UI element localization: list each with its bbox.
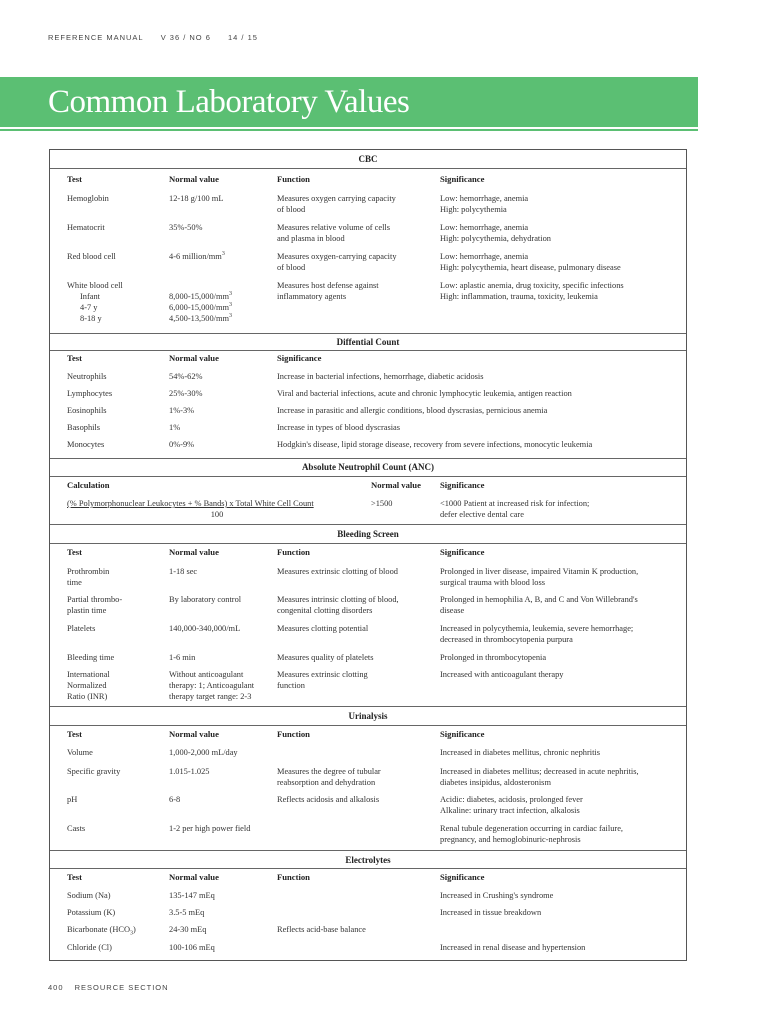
bleed-test: Bleeding time bbox=[67, 653, 115, 662]
lyte-test: Sodium (Na) bbox=[67, 891, 111, 900]
cbc-subtest: 8-18 y bbox=[80, 314, 102, 323]
diff-significance: Hodgkin's disease, lipid storage disease, recovery from severe infections, monocytic leukemia bbox=[277, 440, 593, 449]
cbc-test: Hemoglobin bbox=[67, 194, 109, 203]
cbc-function: Measures oxygen carrying capacity of blood bbox=[277, 194, 396, 214]
bleed-significance: Prolonged in liver disease, impaired Vitamin K production, surgical trauma with blood loss bbox=[440, 567, 639, 587]
bleed-function: Measures extrinsic clotting of blood bbox=[277, 567, 398, 576]
urine-function: Measures the degree of tubular reabsorption and dehydration bbox=[277, 767, 381, 787]
section-title-electrolytes: Electrolytes bbox=[345, 855, 391, 865]
running-head-year: 14 / 15 bbox=[227, 33, 258, 42]
anc-numerator: (% Polymorphonuclear Leukocytes + % Bands) x Total White Cell Count bbox=[67, 499, 314, 508]
cbc-subtest: 4-7 y bbox=[80, 303, 98, 312]
urine-significance: Acidic: diabetes, acidosis, prolonged fever Alkaline: urinary tract infection, alkalosis bbox=[440, 795, 583, 815]
col-header-significance: Significance bbox=[277, 353, 322, 363]
divider bbox=[50, 725, 686, 726]
lyte-significance: Increased in tissue breakdown bbox=[440, 908, 542, 917]
bleed-test: International Normalized Ratio (INR) bbox=[67, 670, 110, 701]
cbc-test: Hematocrit bbox=[67, 223, 105, 232]
col-header-test: Test bbox=[67, 174, 82, 184]
anc-normal: >1500 bbox=[371, 499, 393, 508]
col-header-significance: Significance bbox=[440, 729, 485, 739]
banner-rule bbox=[0, 129, 698, 131]
col-header-normal: Normal value bbox=[169, 174, 219, 184]
divider bbox=[50, 333, 686, 334]
urine-significance: Increased in diabetes mellitus; decreased in acute nephritis, diabetes insipidus, aldosteronism bbox=[440, 767, 639, 787]
title-banner bbox=[0, 77, 698, 127]
urine-function: Reflects acidosis and alkalosis bbox=[277, 795, 380, 804]
col-header-significance: Significance bbox=[440, 480, 485, 490]
cbc-significance: Low: hemorrhage, anemia High: polycythemia bbox=[440, 194, 529, 214]
bleed-function: Measures clotting potential bbox=[277, 624, 369, 633]
divider bbox=[50, 850, 686, 851]
diff-significance: Increase in parasitic and allergic conditions, blood dyscrasias, pernicious anemia bbox=[277, 406, 548, 415]
divider bbox=[50, 476, 686, 477]
running-head-volume: V 36 / NO 6 bbox=[160, 33, 211, 42]
diff-significance: Viral and bacterial infections, acute and chronic lymphocytic leukemia, antigen reaction bbox=[277, 389, 572, 398]
section-title-anc: Absolute Neutrophil Count (ANC) bbox=[301, 462, 435, 472]
anc-denominator: 100 bbox=[210, 510, 224, 519]
section-title-urinalysis: Urinalysis bbox=[348, 711, 388, 721]
col-header-normal: Normal value bbox=[169, 547, 219, 557]
diff-test: Lymphocytes bbox=[67, 389, 113, 398]
cbc-significance: Low: hemorrhage, anemia High: polycythemia, dehydration bbox=[440, 223, 551, 243]
divider bbox=[50, 524, 686, 525]
lab-values-table bbox=[49, 149, 687, 961]
cbc-test: White blood cell bbox=[67, 281, 123, 290]
col-header-normal: Normal value bbox=[371, 480, 421, 490]
urine-test: pH bbox=[67, 795, 78, 804]
diff-test: Basophils bbox=[67, 423, 101, 432]
lyte-significance: Increased in Crushing's syndrome bbox=[440, 891, 554, 900]
col-header-function: Function bbox=[277, 872, 310, 882]
col-header-test: Test bbox=[67, 872, 82, 882]
urine-test: Volume bbox=[67, 748, 93, 757]
cbc-significance: Low: aplastic anemia, drug toxicity, specific infections High: inflammation, trauma, toxicity, leukemia bbox=[440, 281, 624, 301]
divider bbox=[50, 543, 686, 544]
bleed-normal: By laboratory control bbox=[169, 595, 242, 604]
cbc-subtest: Infant bbox=[80, 292, 100, 301]
divider bbox=[50, 706, 686, 707]
section-title-bleeding: Bleeding Screen bbox=[337, 529, 399, 539]
divider bbox=[50, 350, 686, 351]
bleed-function: Measures intrinsic clotting of blood, congenital clotting disorders bbox=[277, 595, 399, 615]
diff-test: Eosinophils bbox=[67, 406, 107, 415]
bleed-normal: 1-6 min bbox=[169, 653, 196, 662]
urine-significance: Renal tubule degeneration occurring in cardiac failure, pregnancy, and hemoglobinuric-nephrosis bbox=[440, 824, 624, 844]
bleed-function: Measures extrinsic clotting function bbox=[277, 670, 368, 690]
lyte-normal: 3.5-5 mEq bbox=[169, 908, 205, 917]
lyte-normal: 135-147 mEq bbox=[169, 891, 215, 900]
col-header-significance: Significance bbox=[440, 174, 485, 184]
urine-test: Casts bbox=[67, 824, 86, 833]
col-header-significance: Significance bbox=[440, 872, 485, 882]
cbc-normal: $6,000-15,000/mm^3$ bbox=[169, 302, 233, 312]
section-title-differential: Diffential Count bbox=[336, 337, 400, 347]
col-header-normal: Normal value bbox=[169, 353, 219, 363]
divider bbox=[50, 458, 686, 459]
anc-significance: <1000 Patient at increased risk for infection; defer elective dental care bbox=[440, 499, 590, 519]
diff-normal: 1% bbox=[169, 423, 181, 432]
bleed-test: Partial thrombo- plastin time bbox=[67, 595, 123, 615]
running-head-manual: REFERENCE MANUAL bbox=[48, 33, 144, 42]
cbc-function: Measures relative volume of cells and plasma in blood bbox=[277, 223, 391, 243]
diff-test: Monocytes bbox=[67, 440, 105, 449]
cbc-normal: $4,500-13,500/mm^3$ bbox=[169, 313, 233, 323]
cbc-test: Red blood cell bbox=[67, 252, 116, 261]
lyte-function: Reflects acid-base balance bbox=[277, 925, 366, 934]
footer-section: RESOURCE SECTION bbox=[74, 983, 169, 992]
lyte-test: Chloride (Cl) bbox=[67, 943, 112, 952]
col-header-function: Function bbox=[277, 547, 310, 557]
cbc-function: Measures host defense against inflammatory agents bbox=[277, 281, 379, 301]
lyte-significance: Increased in renal disease and hypertension bbox=[440, 943, 586, 952]
divider bbox=[50, 168, 686, 169]
urine-normal: 6-8 bbox=[169, 795, 181, 804]
col-header-test: Test bbox=[67, 729, 82, 739]
urine-normal: 1.015-1.025 bbox=[169, 767, 210, 776]
diff-normal: 0%-9% bbox=[169, 440, 195, 449]
col-header-normal: Normal value bbox=[169, 872, 219, 882]
bleed-normal: 1-18 sec bbox=[169, 567, 198, 576]
col-header-function: Function bbox=[277, 729, 310, 739]
diff-significance: Increase in types of blood dyscrasias bbox=[277, 423, 401, 432]
cbc-normal: 4-6 million/$mm^3$ bbox=[169, 251, 225, 261]
bleed-normal: 140,000-340,000/mL bbox=[169, 624, 241, 633]
bleed-significance: Prolonged in hemophilia A, B, and C and Von Willebrand's disease bbox=[440, 595, 638, 615]
lyte-normal: 24-30 mEq bbox=[169, 925, 207, 934]
col-header-normal: Normal value bbox=[169, 729, 219, 739]
bleed-normal: Without anticoagulant therapy: 1; Anticoagulant therapy target range: 2-3 bbox=[169, 670, 255, 701]
diff-significance: Increase in bacterial infections, hemorrhage, diabetic acidosis bbox=[277, 372, 484, 381]
divider bbox=[50, 868, 686, 869]
diff-normal: 54%-62% bbox=[169, 372, 203, 381]
col-header-significance: Significance bbox=[440, 547, 485, 557]
bleed-significance: Increased with anticoagulant therapy bbox=[440, 670, 564, 679]
page-title: Common Laboratory Values bbox=[48, 84, 410, 120]
anc-formula bbox=[67, 498, 367, 520]
col-header-calculation: Calculation bbox=[67, 480, 110, 490]
lyte-normal: 100-106 mEq bbox=[169, 943, 215, 952]
urine-normal: 1,000-2,000 mL/day bbox=[169, 748, 238, 757]
lyte-test: Potassium (K) bbox=[67, 908, 116, 917]
urine-normal: 1-2 per high power field bbox=[169, 824, 251, 833]
urine-significance: Increased in diabetes mellitus, chronic nephritis bbox=[440, 748, 601, 757]
bleed-significance: Increased in polycythemia, leukemia, severe hemorrhage; decreased in thrombocytopenia purpura bbox=[440, 624, 634, 644]
lyte-test: Bicarbonate $(HCO_3)$ bbox=[67, 925, 136, 937]
running-head bbox=[48, 33, 272, 42]
cbc-function: Measures oxygen-carrying capacity of blood bbox=[277, 252, 397, 272]
bleed-function: Measures quality of platelets bbox=[277, 653, 374, 662]
bleed-significance: Prolonged in thrombocytopenia bbox=[440, 653, 547, 662]
section-title-cbc: CBC bbox=[358, 154, 378, 164]
page-number: 400 bbox=[48, 983, 64, 992]
urine-test: Specific gravity bbox=[67, 767, 121, 776]
cbc-normal: 35%-50% bbox=[169, 223, 203, 232]
diff-normal: 25%-30% bbox=[169, 389, 203, 398]
cbc-significance: Low: hemorrhage, anemia High: polycythemia, heart disease, pulmonary disease bbox=[440, 252, 621, 272]
page-footer bbox=[48, 983, 177, 992]
diff-normal: 1%-3% bbox=[169, 406, 195, 415]
bleed-test: Platelets bbox=[67, 624, 96, 633]
cbc-normal: $8,000-15,000/mm^3$ bbox=[169, 291, 233, 301]
col-header-test: Test bbox=[67, 547, 82, 557]
diff-test: Neutrophils bbox=[67, 372, 107, 381]
bleed-test: Prothrombin time bbox=[67, 567, 110, 587]
cbc-normal: 12-18 g/100 mL bbox=[169, 194, 224, 203]
col-header-function: Function bbox=[277, 174, 310, 184]
col-header-test: Test bbox=[67, 353, 82, 363]
